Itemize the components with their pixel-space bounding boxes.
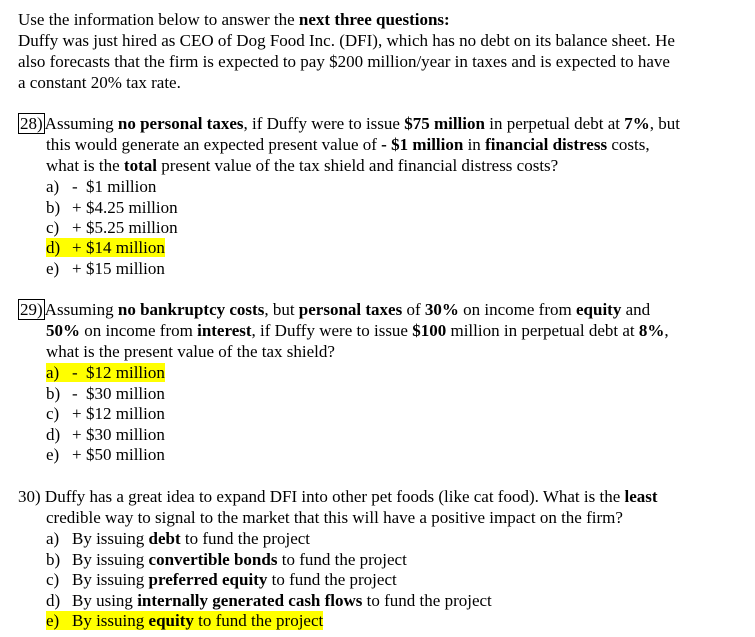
q29-option-c[interactable] (46, 404, 165, 424)
highlighted-answer (46, 238, 165, 257)
option-sign: + (72, 259, 82, 278)
option-value: $30 million (86, 425, 165, 444)
q28-bold: $75 million (404, 114, 485, 133)
intro-line-4: a constant 20% tax rate. (18, 73, 181, 92)
intro-bold: next three questions: (298, 10, 450, 29)
q29-text: of (402, 300, 425, 319)
intro-line-1 (18, 10, 450, 30)
option-letter: d) (46, 425, 61, 444)
q29-option-b[interactable] (46, 384, 165, 404)
q29-option-e[interactable] (46, 445, 165, 465)
q28-text: in perpetual debt at (484, 114, 625, 133)
option-sign: - (72, 363, 78, 382)
q28-bold: total (123, 156, 157, 175)
q29-text: million in perpetual debt at (446, 321, 639, 340)
q29-text: , but (264, 300, 299, 319)
option-text: By issuing (72, 529, 149, 548)
q28-text: present value of the tax shield and financial distress costs? (156, 156, 559, 175)
q28-bold: financial distress (485, 135, 608, 154)
option-text: By using (72, 591, 138, 610)
option-bold: debt (148, 529, 181, 548)
q29-line-2 (46, 321, 669, 341)
option-letter: d) (46, 591, 61, 610)
option-value: $1 million (86, 177, 157, 196)
q28-text: in (463, 135, 486, 154)
option-sign: + (72, 238, 82, 257)
option-text: to fund the project (193, 611, 324, 630)
intro-text: Use the information below to answer the (18, 10, 299, 29)
q30-option-a[interactable] (46, 529, 310, 549)
q30-line-2: credible way to signal to the market that this will have a positive impact on the firm? (46, 508, 623, 527)
option-letter: b) (46, 198, 61, 217)
option-bold: equity (148, 611, 194, 630)
option-letter: c) (46, 218, 60, 237)
option-value: $14 million (86, 238, 165, 257)
q29-number: 29) (20, 300, 43, 319)
q30-text: Duffy has a great idea to expand DFI into other pet foods (like cat food). What is the (44, 487, 625, 506)
q28-text: this would generate an expected present value of (46, 135, 382, 154)
highlighted-answer (46, 363, 165, 382)
q29-line-1 (18, 300, 650, 320)
option-text: to fund the project (362, 591, 492, 610)
q28-text: Assuming (44, 114, 118, 133)
q28-option-e[interactable] (46, 259, 165, 279)
intro-line-3: also forecasts that the firm is expected to pay $200 million/year in taxes and is expected to have (18, 52, 670, 71)
intro-line-2: Duffy was just hired as CEO of Dog Food Inc. (DFI), which has no debt on its balance sheet. He (18, 31, 675, 50)
q29-bold: personal taxes (298, 300, 403, 319)
q29-text: and (621, 300, 651, 319)
option-value: $12 million (86, 404, 165, 423)
q30-option-c[interactable] (46, 570, 397, 590)
option-text: By issuing (72, 611, 149, 630)
option-letter: e) (46, 445, 60, 464)
q29-bold: 30% (424, 300, 459, 319)
option-letter: e) (46, 259, 60, 278)
q28-text: , if Duffy were to issue (243, 114, 405, 133)
q28-text: , but (649, 114, 680, 133)
option-sign: + (72, 198, 82, 217)
option-bold: internally generated cash flows (137, 591, 363, 610)
option-letter: a) (46, 177, 60, 196)
q28-option-c[interactable] (46, 218, 178, 238)
option-bold: convertible bonds (148, 550, 278, 569)
option-text: to fund the project (267, 570, 397, 589)
option-value: $50 million (86, 445, 165, 464)
q29-bold: 8% (638, 321, 665, 340)
q30-number: 30) (18, 487, 41, 506)
option-letter: c) (46, 404, 60, 423)
q29-bold: 50% (46, 321, 80, 340)
q29-text: on income from (80, 321, 198, 340)
q30-line-1 (18, 487, 658, 507)
q30-option-e[interactable] (46, 611, 323, 631)
option-text: By issuing (72, 570, 149, 589)
q29-option-a[interactable] (46, 363, 165, 383)
option-value: $5.25 million (86, 218, 178, 237)
option-letter: b) (46, 384, 61, 403)
option-sign: + (72, 218, 82, 237)
q28-text: what is the (46, 156, 124, 175)
q29-text: , (664, 321, 669, 340)
q28-line-2 (46, 135, 650, 155)
option-value: $30 million (86, 384, 165, 403)
q29-line-3: what is the present value of the tax shield? (46, 342, 335, 361)
q28-option-a[interactable] (46, 177, 156, 197)
option-letter: c) (46, 570, 60, 589)
q28-bold: 7% (624, 114, 650, 133)
option-text: to fund the project (180, 529, 311, 548)
q28-line-1 (18, 114, 680, 134)
q28-text: costs, (607, 135, 650, 154)
q29-text: on income from (458, 300, 576, 319)
option-sign: + (72, 425, 82, 444)
option-value: $15 million (86, 259, 165, 278)
q30-option-b[interactable] (46, 550, 407, 570)
option-sign: - (72, 177, 78, 196)
option-text: to fund the project (277, 550, 407, 569)
option-letter: a) (46, 529, 60, 548)
option-bold: preferred equity (148, 570, 268, 589)
q30-option-d[interactable] (46, 591, 492, 611)
option-sign: - (72, 384, 78, 403)
option-letter: b) (46, 550, 61, 569)
option-sign: + (72, 404, 82, 423)
q29-bold: interest (197, 321, 252, 340)
q29-text: Assuming (44, 300, 118, 319)
q29-bold: $100 (412, 321, 447, 340)
option-value: $12 million (86, 363, 165, 382)
q28-option-b[interactable] (46, 198, 178, 218)
q28-bold: no personal taxes (117, 114, 244, 133)
q29-bold: equity (575, 300, 622, 319)
q28-line-3 (46, 156, 558, 176)
q29-text: , if Duffy were to issue (251, 321, 413, 340)
q28-option-d[interactable] (46, 238, 165, 258)
q30-bold: least (624, 487, 658, 506)
highlighted-answer (46, 611, 323, 630)
q28-number: 28) (20, 114, 43, 133)
option-text: By issuing (72, 550, 149, 569)
option-letter: e) (46, 611, 60, 630)
option-letter: d) (46, 238, 61, 257)
q29-option-d[interactable] (46, 425, 165, 445)
q28-bold: - $1 million (381, 135, 464, 154)
option-sign: + (72, 445, 82, 464)
option-value: $4.25 million (86, 198, 178, 217)
option-letter: a) (46, 363, 60, 382)
q29-bold: no bankruptcy costs (117, 300, 265, 319)
